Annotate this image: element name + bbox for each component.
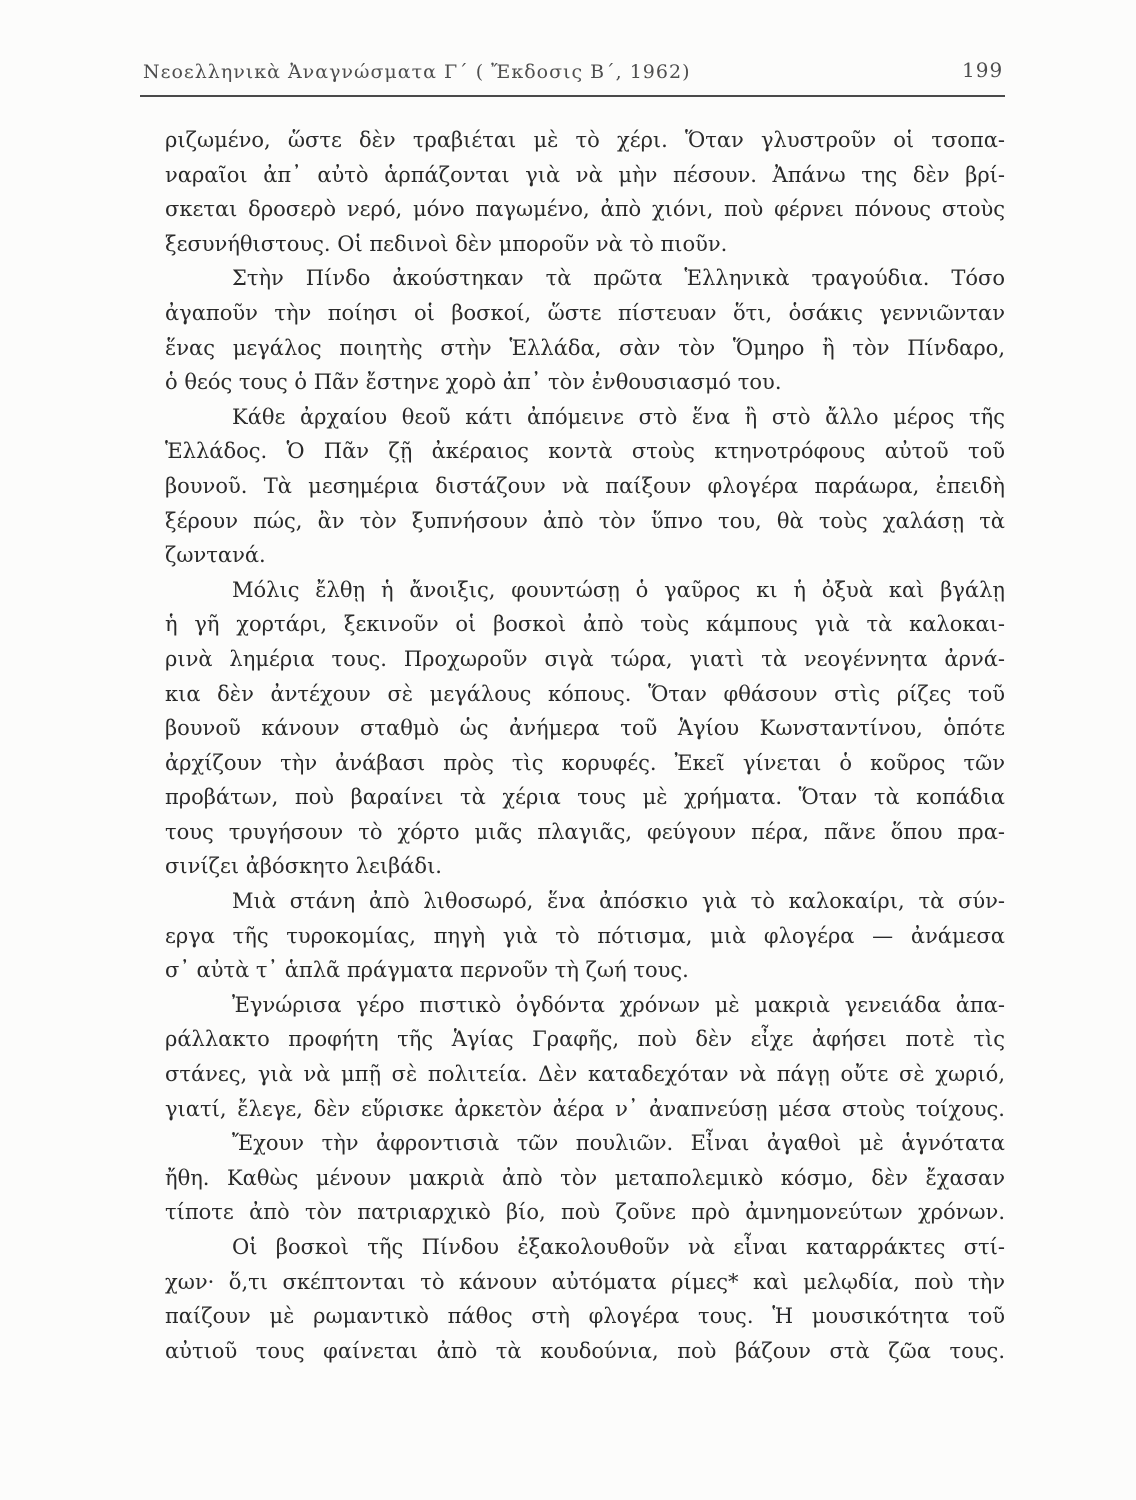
- text-line: ξέρουν πώς, ἂν τὸν ξυπνήσουν ἀπὸ τὸν ὕπνο του, θὰ τοὺς χαλάσῃ τὰ: [165, 508, 1005, 533]
- paragraph: [165, 884, 1005, 988]
- text-line: ἀρχίζουν τὴν ἀνάβασι πρὸς τὶς κορυφές. Ἐκεῖ γίνεται ὁ κοῦρος τῶν: [165, 750, 1005, 775]
- text-line: σινίζει ἀβόσκητο λειβάδι.: [165, 854, 442, 879]
- text-line: βουνοῦ. Τὰ μεσημέρια διστάζουν νὰ παίξουν φλογέρα παράωρα, ἐπειδὴ: [165, 473, 1005, 498]
- text-line: ρινὰ λημέρια τους. Προχωροῦν σιγὰ τώρα, γιατὶ τὰ νεογέννητα ἀρνά-: [165, 646, 1005, 671]
- text-line: Ἑλλάδος. Ὁ Πᾶν ζῇ ἀκέραιος κοντὰ στοὺς κτηνοτρόφους αὐτοῦ τοῦ: [165, 439, 1005, 464]
- text-line: ξεσυνήθιστους. Οἱ πεδινοὶ δὲν μποροῦν νὰ τὸ πιοῦν.: [165, 231, 728, 256]
- header-rule: [140, 95, 1005, 97]
- text-line: Ἔχουν τὴν ἀφροντισιὰ τῶν πουλιῶν. Εἶναι ἀγαθοὶ μὲ ἁγνότατα: [232, 1131, 1005, 1156]
- paragraph: [165, 573, 1005, 884]
- text-line: Στὴν Πίνδο ἀκούστηκαν τὰ πρῶτα Ἑλληνικὰ τραγούδια. Τόσο: [232, 266, 1005, 291]
- paragraph: [165, 1126, 1005, 1230]
- text-line: σ᾿ αὐτὰ τ᾿ ἁπλᾶ πράγματα περνοῦν τὴ ζωή τους.: [165, 958, 689, 983]
- text-line: ἤθη. Καθὼς μένουν μακριὰ ἀπὸ τὸν μεταπολεμικὸ κόσμο, δὲν ἔχασαν: [165, 1165, 1005, 1190]
- text-line: εργα τῆς τυροκομίας, πηγὴ γιὰ τὸ πότισμα, μιὰ φλογέρα — ἀνάμεσα: [165, 923, 1005, 948]
- text-line: ἀγαποῦν τὴν ποίησι οἱ βοσκοί, ὥστε πίστευαν ὅτι, ὁσάκις γεννιῶνταν: [165, 300, 1005, 325]
- running-title: Νεοελληνικὰ Ἀναγνώσματα Γ΄ ( Ἔκδοσις Β΄, 1962): [143, 61, 691, 83]
- text-line: γιατί, ἔλεγε, δὲν εὕρισκε ἀρκετὸν ἀέρα ν᾿ ἀναπνεύσῃ μέσα στοὺς τοίχους.: [165, 1096, 1005, 1121]
- text-line: στάνες, γιὰ νὰ μπῇ σὲ πολιτεία. Δὲν καταδεχόταν νὰ πάγῃ οὔτε σὲ χωριό,: [165, 1062, 1005, 1087]
- paragraph: [165, 123, 1005, 261]
- paragraph: [165, 261, 1005, 399]
- paragraph: [165, 400, 1005, 573]
- body-text: [165, 123, 1005, 1368]
- text-line: τίποτε ἀπὸ τὸν πατριαρχικὸ βίο, ποὺ ζοῦνε πρὸ ἀμνημονεύτων χρόνων.: [165, 1200, 1005, 1225]
- paragraph: [165, 1230, 1005, 1368]
- text-line: Μόλις ἔλθῃ ἡ ἄνοιξις, φουντώσῃ ὁ γαῦρος κι ἡ ὀξυὰ καὶ βγάλῃ: [232, 577, 1005, 602]
- text-line: ἡ γῆ χορτάρι, ξεκινοῦν οἱ βοσκοὶ ἀπὸ τοὺς κάμπους γιὰ τὰ καλοκαι-: [165, 612, 1005, 637]
- text-line: ἕνας μεγάλος ποιητὴς στὴν Ἑλλάδα, σὰν τὸν Ὅμηρο ἢ τὸν Πίνδαρο,: [165, 335, 1005, 360]
- text-line: Κάθε ἀρχαίου θεοῦ κάτι ἀπόμεινε στὸ ἕνα ἢ στὸ ἄλλο μέρος τῆς: [232, 404, 1005, 429]
- text-line: παίζουν μὲ ρωμαντικὸ πάθος στὴ φλογέρα τους. Ἡ μουσικότητα τοῦ: [165, 1304, 1005, 1329]
- text-line: Οἱ βοσκοὶ τῆς Πίνδου ἐξακολουθοῦν νὰ εἶναι καταρράκτες στί-: [232, 1235, 1005, 1259]
- text-line: προβάτων, ποὺ βαραίνει τὰ χέρια τους μὲ χρήματα. Ὅταν τὰ κοπάδια: [165, 785, 1005, 810]
- text-line: σκεται δροσερὸ νερό, μόνο παγωμένο, ἀπὸ χιόνι, ποὺ φέρνει πόνους στοὺς: [165, 197, 1005, 222]
- page-number: 199: [962, 58, 1004, 82]
- text-line: ζωντανά.: [165, 543, 266, 568]
- text-line: ράλλακτο προφήτη τῆς Ἁγίας Γραφῆς, ποὺ δὲν εἶχε ἀφήσει ποτὲ τὶς: [165, 1027, 1005, 1052]
- text-line: χων· ὅ,τι σκέπτονται τὸ κάνουν αὐτόματα ρίμες* καὶ μελῳδία, ποὺ τὴν: [165, 1269, 1005, 1294]
- text-line: Μιὰ στάνη ἀπὸ λιθοσωρό, ἕνα ἀπόσκιο γιὰ τὸ καλοκαίρι, τὰ σύν-: [232, 889, 1005, 914]
- text-line: ναραῖοι ἀπ᾿ αὐτὸ ἁρπάζονται γιὰ νὰ μὴν πέσουν. Ἀπάνω της δὲν βρί-: [165, 162, 1005, 187]
- text-line: βουνοῦ κάνουν σταθμὸ ὡς ἀνήμερα τοῦ Ἁγίου Κωνσταντίνου, ὁπότε: [165, 716, 1005, 741]
- text-line: αὐτιοῦ τους φαίνεται ἀπὸ τὰ κουδούνια, ποὺ βάζουν στὰ ζῶα τους.: [165, 1338, 1005, 1363]
- text-line: ὁ θεός τους ὁ Πᾶν ἔστηνε χορὸ ἀπ᾿ τὸν ἐνθουσιασμό του.: [165, 370, 782, 395]
- paragraph: [165, 988, 1005, 1126]
- text-line: ριζωμένο, ὥστε δὲν τραβιέται μὲ τὸ χέρι. Ὅταν γλυστροῦν οἱ τσοπα-: [165, 128, 1005, 152]
- text-line: τους τρυγήσουν τὸ χόρτο μιᾶς πλαγιᾶς, φεύγουν πέρα, πᾶνε ὅπου πρα-: [165, 819, 1005, 844]
- text-line: κια δὲν ἀντέχουν σὲ μεγάλους κόπους. Ὅταν φθάσουν στὶς ρίζες τοῦ: [165, 681, 1005, 706]
- text-line: Ἐγνώρισα γέρο πιστικὸ ὀγδόντα χρόνων μὲ μακριὰ γενειάδα ἀπα-: [232, 992, 1005, 1017]
